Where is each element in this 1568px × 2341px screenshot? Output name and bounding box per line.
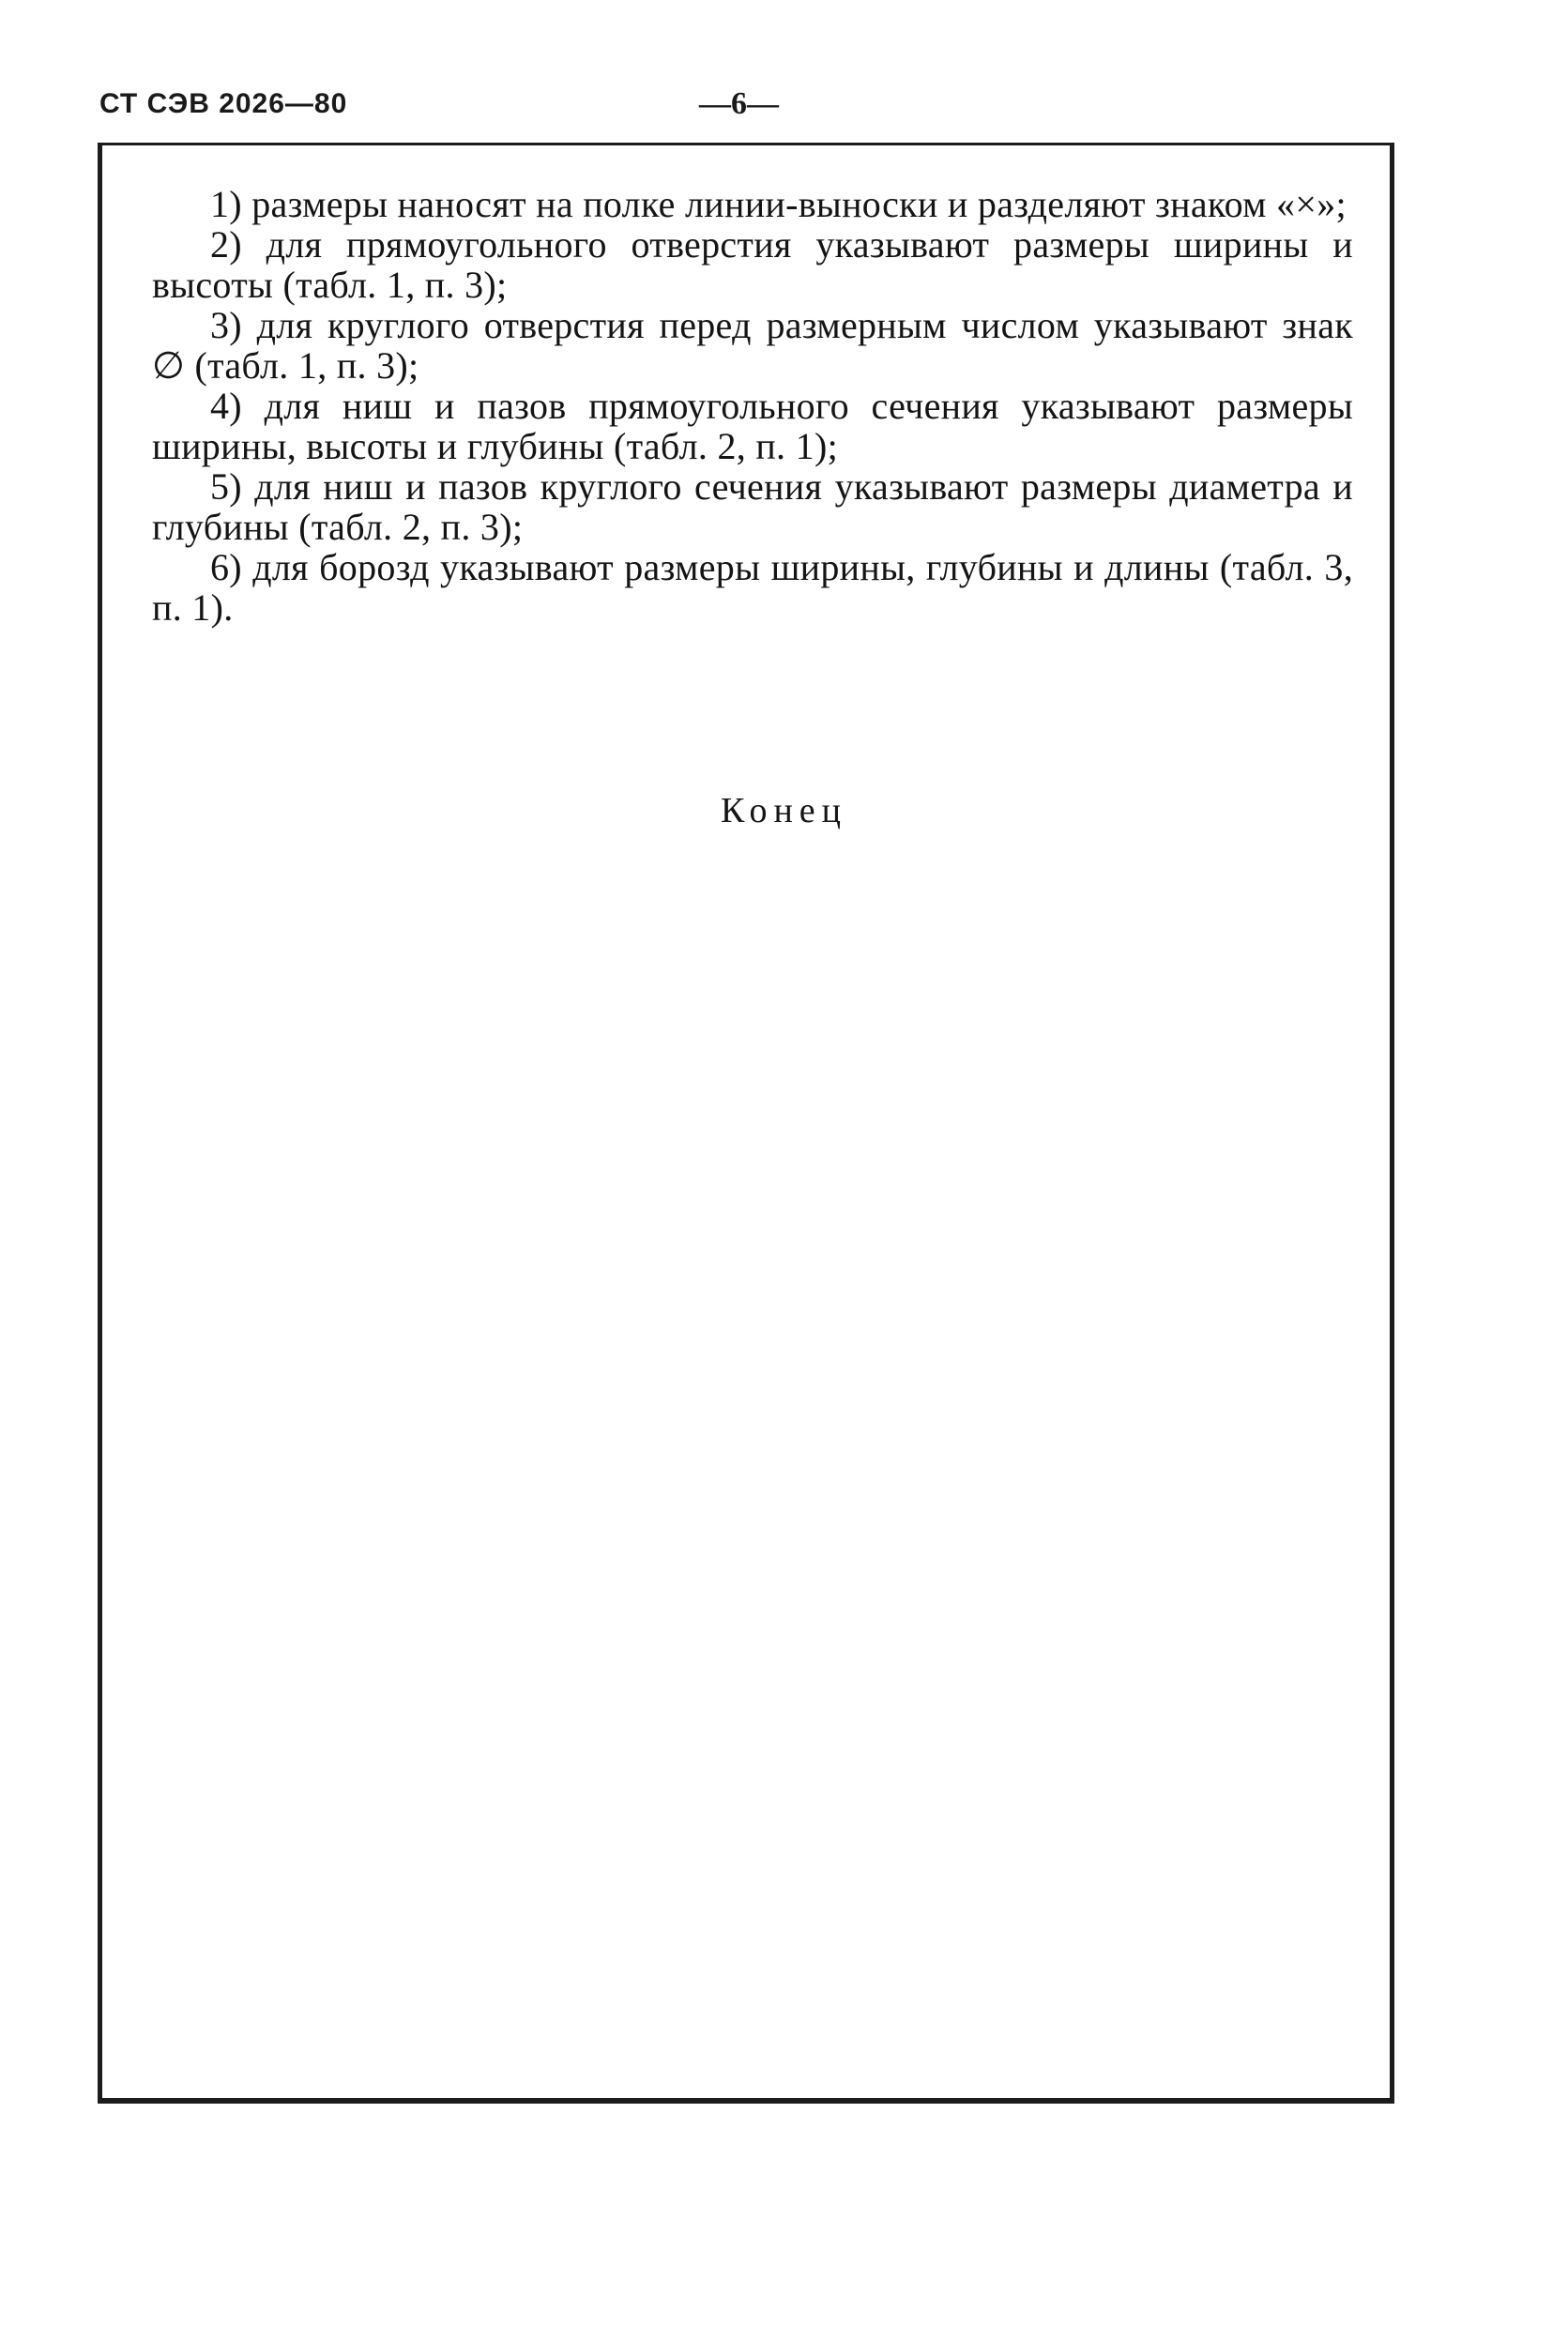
- list-item-3: 3) для круглого отверстия перед размерным числом указывают знак ∅ (табл. 1, п. 3);: [152, 304, 1353, 387]
- end-marker: Конец: [721, 791, 847, 830]
- list-item-4: 4) для ниш и пазов прямоугольного сечения указывают размеры ширины, высоты и глубины (табл. 2, п. 1);: [152, 385, 1353, 467]
- page-number: —6—: [699, 86, 779, 121]
- list-item-5: 5) для ниш и пазов круглого сечения указывают размеры диаметра и глубины (табл. 2, п. 3);: [152, 465, 1353, 548]
- list-item-6: 6) для борозд указывают размеры ширины, глубины и длины (табл. 3, п. 1).: [152, 546, 1353, 629]
- document-body: [152, 184, 1353, 628]
- list-item-1: 1) размеры наносят на полке линии-выноски и разделяют знаком «×»;: [210, 183, 1347, 225]
- list-item-2: 2) для прямоугольного отверстия указывают размеры ширины и высоты (табл. 1, п. 3);: [152, 223, 1353, 306]
- standard-code: СТ СЭВ 2026—80: [99, 88, 348, 119]
